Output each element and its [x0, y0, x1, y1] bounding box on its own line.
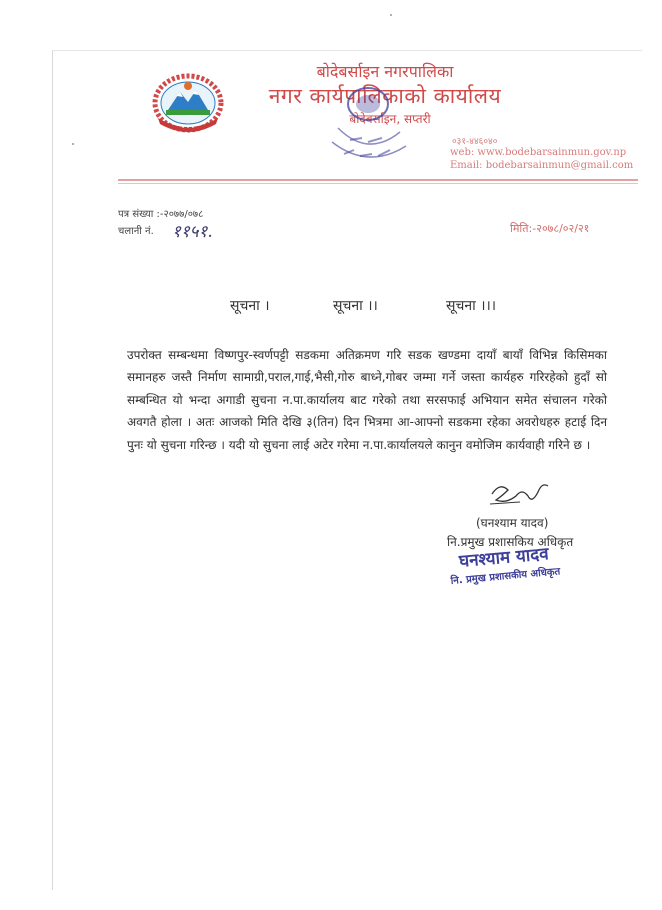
office-email: Email: bodebarsainmun@gmail.com [450, 160, 634, 171]
office-seal-stamp [320, 58, 415, 176]
municipality-name: बोदेबर्साइन नगरपालिका [316, 62, 454, 81]
notice-heading-2: सूचना ।। [333, 298, 378, 314]
office-location: बोदेबर्साइन, सप्तरी [349, 112, 431, 126]
page-edge-top [52, 50, 642, 51]
letter-number: पत्र संख्या :-२०७७/०७८ [118, 209, 204, 220]
signatory-title: नि.प्रमुख प्रशासकिय अधिकृत [447, 535, 574, 549]
notice-heading-3: सूचना ।।। [446, 298, 497, 314]
municipality-emblem-icon [150, 72, 226, 136]
title-stamp: नि. प्रमुख प्रशासकीय अधिकृत [450, 566, 561, 587]
page-edge-left [52, 50, 53, 890]
signatory-name: (घनश्याम यादव) [476, 516, 549, 530]
office-name: नगर कार्यपालिकाको कार्यालय [268, 84, 502, 108]
svg-text:★ ★ ★: ★ ★ ★ [181, 124, 195, 129]
office-website: web: www.bodebarsainmun.gov.np [450, 147, 627, 158]
scan-speck [72, 143, 74, 145]
header-divider-thin [118, 183, 638, 184]
notice-heading-1: सूचना । [230, 298, 270, 314]
scan-speck [390, 14, 392, 16]
dispatch-number-value: ११५१. [172, 222, 213, 242]
letter-date: मिति:-२०७८/०२/२१ [510, 222, 590, 235]
office-phone: ०३१-४४६०४० [452, 137, 498, 147]
header-divider [118, 179, 638, 181]
name-stamp: घनश्याम यादव [458, 544, 550, 572]
notice-body: उपरोक्त सम्बन्धमा विष्णपुर-स्वर्णपट्टी सडकमा अतिक्रमण गरि सडक खण्डमा दायाँ बायाँ विभिन्न किसिमका समानहरु जस्तै निर्माण सामाग्री,पराल,गाई,भैसी,गोरु बाध्ने,गोबर जम्मा गर्ने जस्ता कार्यहरु गरिरहेको हुदाँ सो सम्बन्धित यो भन्दा अगाडी सुचना न.पा.कार्यालय बाट गरेको तथा सरसफाई अभियान समेत संचालन गरेको अवगतै होला । अतः आजको मिति देखि ३(तिन) दिन भित्रमा आ-आफ्नो सडकमा रहेका अवरोधहरु हटाई दिन पुनः यो सुचना गरिन्छ । यदी यो सुचना लाई अटेर गरेमा न.पा.कार्यालयले कानुन वमोजिम कार्यवाही गरिने छ । [127, 348, 607, 452]
dispatch-number-label: चलानी नं. [118, 226, 154, 237]
handwritten-signature [482, 474, 554, 514]
